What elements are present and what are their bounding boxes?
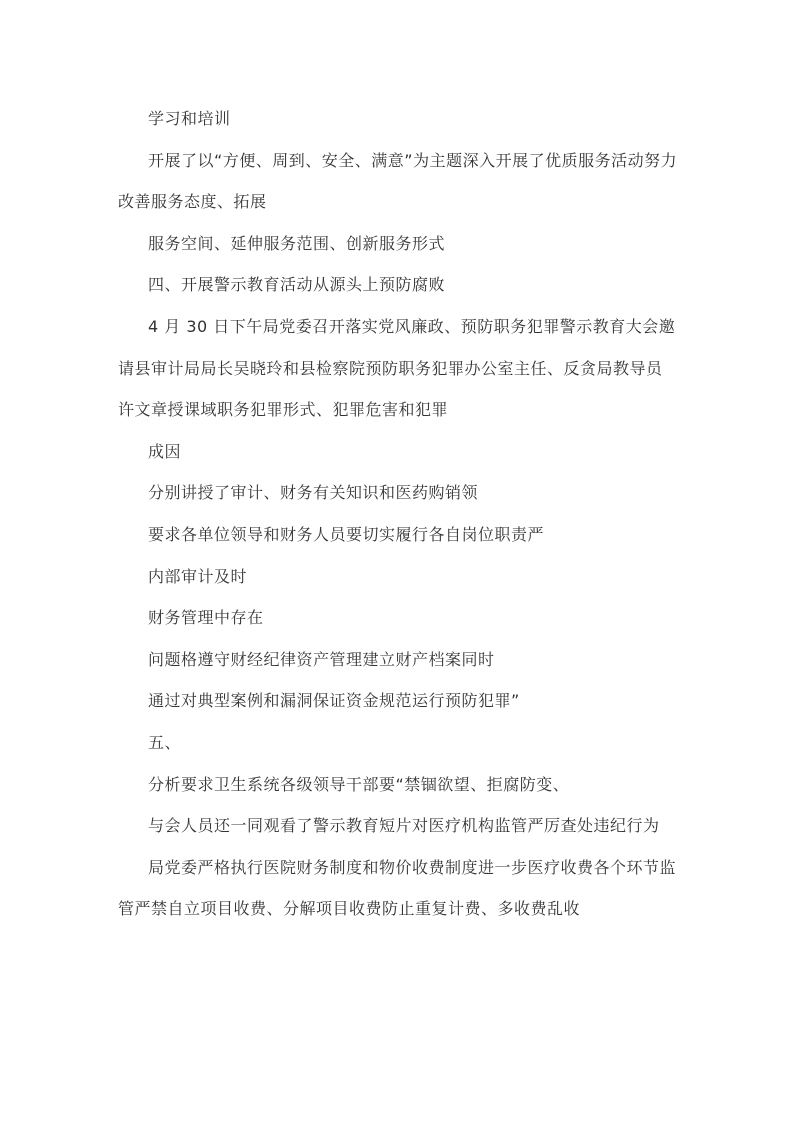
paragraph: 4 月 30 日下午局党委召开落实党风廉政、预防职务犯罪警示教育大会邀请县审计局局长吴晓玲和县检察院预防职务犯罪办公室主任、反贪局教导员许文章授课域职务犯罪形式、犯罪危害和犯罪 bbox=[118, 316, 676, 420]
paragraph: 学习和培训 bbox=[148, 109, 231, 128]
paragraph: 五、 bbox=[148, 732, 182, 752]
paragraph: 要求各单位领导和财务人员要切实履行各自岗位职责严 bbox=[148, 524, 545, 544]
paragraph: 局党委严格执行医院财务制度和物价收费制度进一步医疗收费各个环节监管严禁自立项目收费、分解项目收费防止重复计费、多收费乱收 bbox=[118, 857, 677, 919]
paragraph: 服务空间、延伸服务范围、创新服务形式 bbox=[148, 233, 446, 253]
paragraph: 成因 bbox=[148, 441, 182, 461]
paragraph: 财务管理中存在 bbox=[148, 608, 264, 628]
paragraph: 问题格遵守财经纪律资产管理建立财产档案同时 bbox=[148, 649, 495, 669]
paragraph: 内部审计及时 bbox=[148, 566, 248, 586]
paragraph: 与会人员还一同观看了警示教育短片对医疗机构监管严厉查处违纪行为 bbox=[148, 816, 660, 836]
paragraph: 开展了以“方便、周到、安全、满意”为主题深入开展了优质服务活动努力改善服务态度、拓展 bbox=[118, 150, 678, 212]
paragraph: 通过对典型案例和漏洞保证资金规范运行预防犯罪” bbox=[148, 691, 520, 711]
document-body bbox=[118, 98, 678, 930]
paragraph: 四、开展警示教育活动从源头上预防腐败 bbox=[148, 275, 446, 295]
paragraph: 分别讲授了审计、财务有关知识和医药购销领 bbox=[148, 483, 479, 503]
paragraph: 分析要求卫生系统各级领导干部要“禁锢欲望、拒腐防变、 bbox=[148, 774, 570, 794]
